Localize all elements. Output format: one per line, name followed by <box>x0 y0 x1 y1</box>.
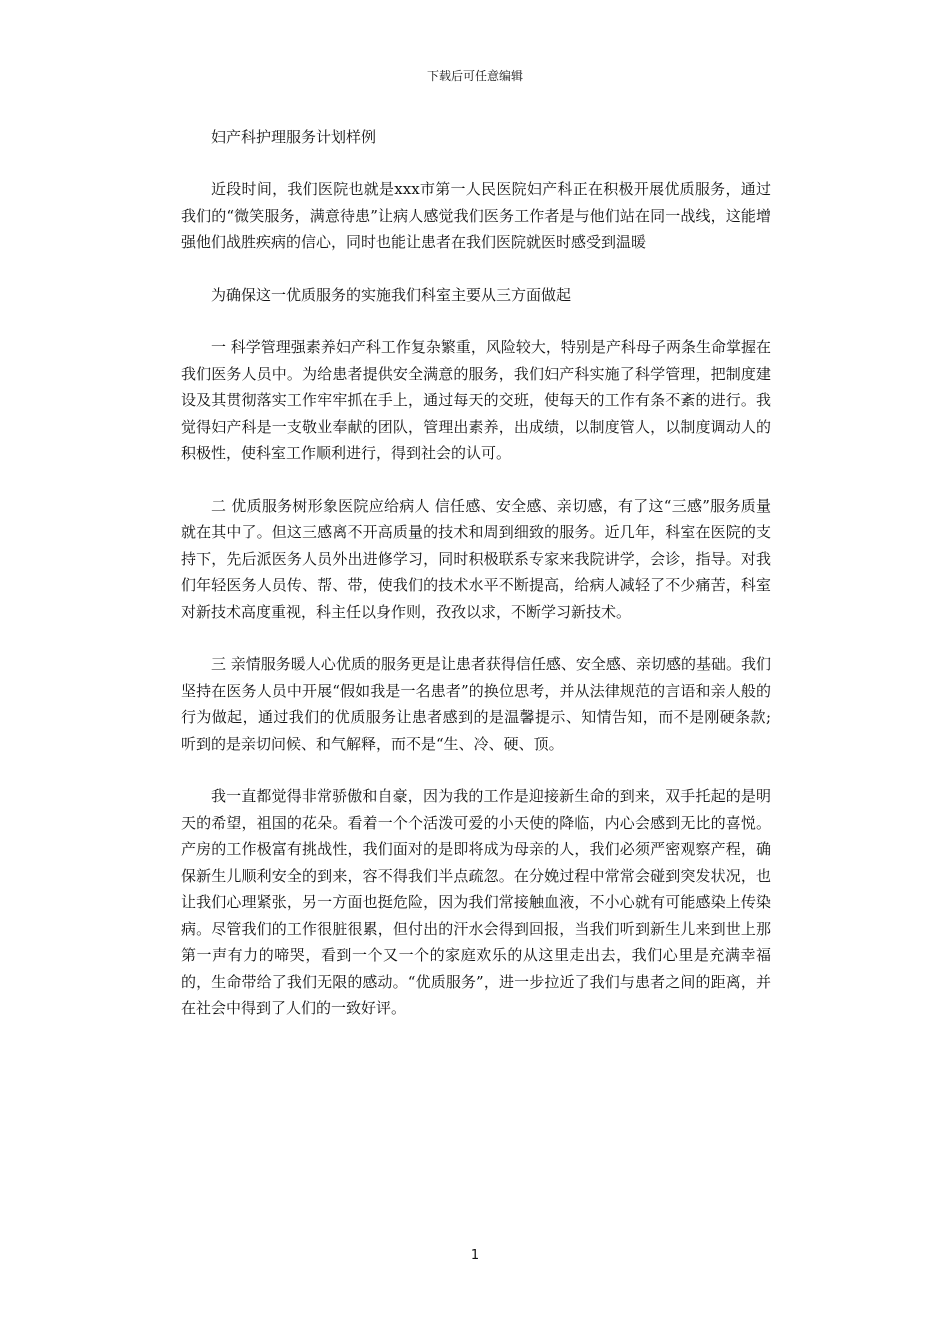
paragraph-reflection: 我一直都觉得非常骄傲和自豪，因为我的工作是迎接新生命的到来，双手托起的是明天的希望，祖国的花朵。看着一个个活泼可爱的小天使的降临，内心会感到无比的喜悦。产房的工作极富有挑战性，我们面对的是即将成为母亲的人，我们必须严密观察产程，确保新生儿顺利安全的到来，容不得我们半点疏忽。在分娩过程中常常会碰到突发状况，也让我们心理紧张，另一方面也挺危险，因为我们常接触血液，不小心就有可能感染上传染病。尽管我们的工作很脏很累，但付出的汗水会得到回报，当我们听到新生儿来到世上那第一声有力的啼哭，看到一个又一个的家庭欢乐的从这里走出去，我们心里是充满幸福的，生命带给了我们无限的感动。“优质服务”，进一步拉近了我们与患者之间的距离，并在社会中得到了人们的一致好评。 <box>181 787 771 1017</box>
document-title: 妇产科护理服务计划样例 <box>211 128 377 146</box>
paragraph-intro: 近段时间，我们医院也就是xxx市第一人民医院妇产科正在积极开展优质服务，通过我们的“微笑服务，满意待患”让病人感觉我们医务工作者是与他们站在同一战线，这能增强他们战胜疾病的信心，同时也能让患者在我们医院就医时感受到温暖 <box>181 180 771 251</box>
paragraph-section-one: 一 科学管理强素养妇产科工作复杂繁重，风险较大，特别是产科母子两条生命掌握在我们医务人员中。为给患者提供安全满意的服务，我们妇产科实施了科学管理，把制度建设及其贯彻落实工作牢牢抓在手上，通过每天的交班，使每天的工作有条不紊的进行。我觉得妇产科是一支敬业奉献的团队，管理出素养，出成绩，以制度管人，以制度调动人的积极性，使科室工作顺利进行，得到社会的认可。 <box>181 338 771 462</box>
document-body <box>181 124 771 1048</box>
paragraph-section-two: 二 优质服务树形象医院应给病人 信任感、安全感、亲切感，有了这“三感”服务质量就在其中了。但这三感离不开高质量的技术和周到细致的服务。近几年，科室在医院的支持下，先后派医务人员外出进修学习，同时积极联系专家来我院讲学，会诊，指导。对我们年轻医务人员传、帮、带，使我们的技术水平不断提高，给病人减轻了不少痛苦，科室对新技术高度重视，科主任以身作则，孜孜以求，不断学习新技术。 <box>181 496 771 621</box>
paragraph-overview: 为确保这一优质服务的实施我们科室主要从三方面做起 <box>211 285 572 304</box>
page-header: 下载后可任意编辑 <box>426 69 523 83</box>
page-number: 1 <box>470 1248 480 1263</box>
paragraph-section-three: 三 亲情服务暖人心优质的服务更是让患者获得信任感、安全感、亲切感的基础。我们坚持在医务人员中开展“假如我是一名患者”的换位思考，并从法律规范的言语和亲人般的行为做起，通过我们的优质服务让患者感到的是温馨提示、知情告知，而不是刚硬条款;听到的是亲切问候、和气解释，而不是“生、冷、硬、顶。 <box>181 655 771 753</box>
